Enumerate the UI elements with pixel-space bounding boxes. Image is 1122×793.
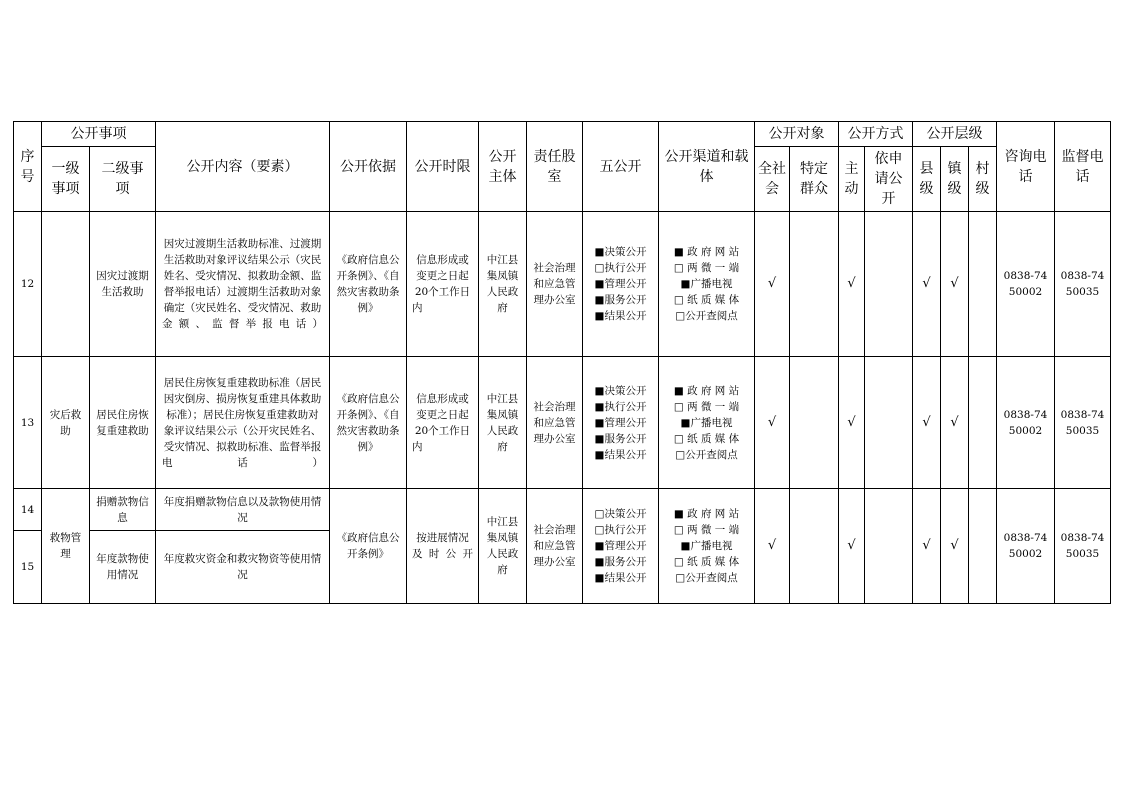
check-target-all: √ (755, 489, 790, 604)
row-time-limit: 信息形成或变更之日起20个工作日内 (407, 357, 479, 489)
check-mode-active: √ (839, 357, 865, 489)
five-item: ■管理公开 (594, 416, 647, 429)
row-channel-list (659, 212, 755, 357)
five-item: ■结果公开 (594, 310, 647, 322)
header-subject: 公开主体 (479, 122, 527, 212)
row-channel-list (659, 357, 755, 489)
header-mode-request: 依申请公开 (865, 147, 913, 212)
five-item: ■服务公开 (594, 294, 647, 306)
row-consult-phone: 0838-7450002 (997, 357, 1055, 489)
row-basis: 《政府信息公开条例》、《自然灾害救助条例》 (330, 357, 407, 489)
channel-item: □ 两 微 一 端 (673, 524, 740, 536)
check-tier-village (969, 212, 997, 357)
row-supervise-phone: 0838-7450035 (1055, 212, 1111, 357)
row-time-limit: 按进展情况及时公开 (407, 489, 479, 604)
disclosure-table (13, 121, 1111, 604)
row-seq: 14 (14, 489, 42, 531)
header-tier-group: 公开层级 (913, 122, 997, 147)
row-consult-phone: 0838-7450002 (997, 489, 1055, 604)
channel-item: ■ 政 府 网 站 (673, 508, 740, 520)
check-tier-county: √ (913, 357, 941, 489)
check-mode-active: √ (839, 212, 865, 357)
row-basis: 《政府信息公开条例》、《自然灾害救助条例》 (330, 212, 407, 357)
header-content: 公开内容（要素） (156, 122, 330, 212)
check-tier-town: √ (941, 357, 969, 489)
header-tier-town: 镇级 (941, 147, 969, 212)
row-subject: 中江县集凤镇人民政府 (479, 357, 527, 489)
check-tier-town: √ (941, 212, 969, 357)
channel-item: □ 两 微 一 端 (673, 400, 740, 413)
row-level2: 居民住房恢复重建救助 (90, 357, 156, 489)
five-item: ■服务公开 (594, 556, 647, 568)
channel-item: □公开查阅点 (675, 448, 738, 461)
channel-item: ■ 政 府 网 站 (673, 384, 740, 397)
five-item: ■管理公开 (594, 540, 647, 552)
header-target-all: 全社会 (755, 147, 790, 212)
header-tier-village: 村级 (969, 147, 997, 212)
row-supervise-phone: 0838-7450035 (1055, 489, 1111, 604)
row-level2: 因灾过渡期生活救助 (90, 212, 156, 357)
header-mode-active: 主动 (839, 147, 865, 212)
five-item: □执行公开 (594, 262, 647, 274)
header-channel: 公开渠道和载体 (659, 122, 755, 212)
channel-item: ■广播电视 (680, 416, 733, 429)
header-consult: 咨询电话 (997, 122, 1055, 212)
channel-item: □公开查阅点 (675, 310, 738, 322)
row-five-list (583, 357, 659, 489)
channel-item: □ 纸 质 媒 体 (673, 432, 740, 445)
row-five-list (583, 489, 659, 604)
check-target-special (790, 357, 839, 489)
row-content: 年度捐赠款物信息以及款物使用情况 (156, 489, 330, 531)
check-target-special (790, 489, 839, 604)
channel-item: ■广播电视 (680, 540, 733, 552)
row-dept: 社会治理和应急管理办公室 (527, 357, 583, 489)
check-tier-town: √ (941, 489, 969, 604)
row-level1: 救物管理 (42, 489, 90, 604)
row-dept: 社会治理和应急管理办公室 (527, 489, 583, 604)
five-item: □决策公开 (594, 508, 647, 520)
channel-item: □ 两 微 一 端 (673, 262, 740, 274)
row-seq: 12 (14, 212, 42, 357)
header-supervise: 监督电话 (1055, 122, 1111, 212)
header-dept: 责任股室 (527, 122, 583, 212)
five-item: ■决策公开 (594, 384, 647, 397)
check-tier-village (969, 489, 997, 604)
row-content: 年度救灾资金和救灾物资等使用情况 (156, 531, 330, 604)
row-content: 居民住房恢复重建救助标准（居民因灾倒房、损房恢复重建具体救助标准）；居民住房恢复重建救助对象评议结果公示（公开灾民姓名、受灾情况、拟救助标准、监督举报电话） (156, 357, 330, 489)
row-level1 (42, 212, 90, 357)
check-mode-request (865, 212, 913, 357)
check-mode-active: √ (839, 489, 865, 604)
header-basis: 公开依据 (330, 122, 407, 212)
row-time-limit: 信息形成或变更之日起20个工作日内 (407, 212, 479, 357)
row-supervise-phone: 0838-7450035 (1055, 357, 1111, 489)
row-dept: 社会治理和应急管理办公室 (527, 212, 583, 357)
five-item: ■结果公开 (594, 448, 647, 461)
header-tier-county: 县级 (913, 147, 941, 212)
header-target-special: 特定群众 (790, 147, 839, 212)
channel-item: ■广播电视 (680, 278, 733, 290)
header-seq: 序号 (14, 122, 42, 212)
table-row (14, 357, 1111, 489)
check-target-special (790, 212, 839, 357)
table-row (14, 489, 1111, 531)
channel-item: □ 纸 质 媒 体 (673, 556, 740, 568)
row-subject: 中江县集凤镇人民政府 (479, 489, 527, 604)
header-level1: 一级事项 (42, 147, 90, 212)
channel-item: □ 纸 质 媒 体 (673, 294, 740, 306)
header-level2: 二级事项 (90, 147, 156, 212)
row-consult-phone: 0838-7450002 (997, 212, 1055, 357)
check-tier-county: √ (913, 489, 941, 604)
check-tier-village (969, 357, 997, 489)
row-level2: 年度款物使用情况 (90, 531, 156, 604)
row-seq: 15 (14, 531, 42, 604)
row-subject: 中江县集凤镇人民政府 (479, 212, 527, 357)
channel-item: ■ 政 府 网 站 (673, 246, 740, 258)
five-item: ■结果公开 (594, 572, 647, 584)
row-seq: 13 (14, 357, 42, 489)
header-target-group: 公开对象 (755, 122, 839, 147)
row-level1: 灾后救助 (42, 357, 90, 489)
header-mode-group: 公开方式 (839, 122, 913, 147)
five-item: ■服务公开 (594, 432, 647, 445)
header-five: 五公开 (583, 122, 659, 212)
five-item: □执行公开 (594, 524, 647, 536)
header-time-limit: 公开时限 (407, 122, 479, 212)
table-row (14, 212, 1111, 357)
channel-item: □公开查阅点 (675, 572, 738, 584)
five-item: ■执行公开 (594, 400, 647, 413)
header-item-group: 公开事项 (42, 122, 156, 147)
check-tier-county: √ (913, 212, 941, 357)
row-five-list (583, 212, 659, 357)
row-level2: 捐赠款物信息 (90, 489, 156, 531)
check-target-all: √ (755, 357, 790, 489)
row-content: 因灾过渡期生活救助标准、过渡期生活救助对象评议结果公示（灾民姓名、受灾情况、拟救助金额、监督举报电话）过渡期生活救助对象确定（灾民姓名、受灾情况、救助金额、监督举报电话） (156, 212, 330, 357)
row-channel-list (659, 489, 755, 604)
check-target-all: √ (755, 212, 790, 357)
check-mode-request (865, 489, 913, 604)
five-item: ■决策公开 (594, 246, 647, 258)
row-basis: 《政府信息公开条例》 (330, 489, 407, 604)
five-item: ■管理公开 (594, 278, 647, 290)
check-mode-request (865, 357, 913, 489)
